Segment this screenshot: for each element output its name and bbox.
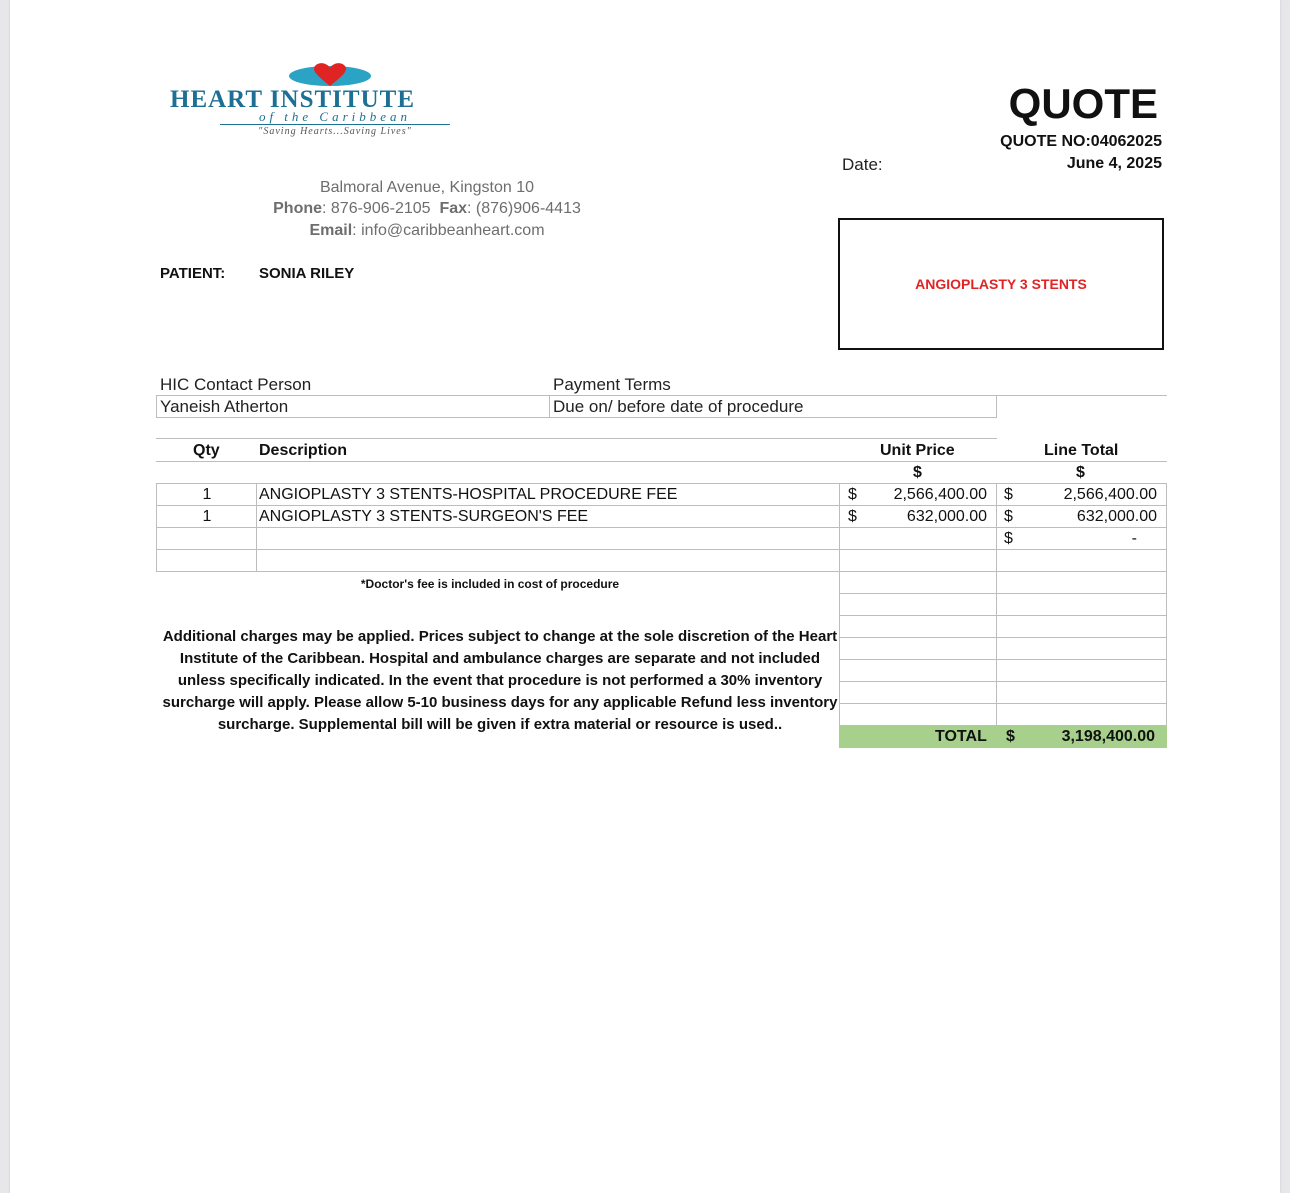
divider bbox=[996, 483, 997, 726]
row-2-unit-price: 632,000.00 bbox=[906, 508, 987, 525]
address-line: Balmoral Avenue, Kingston 10 bbox=[319, 179, 535, 196]
row-1-line-total: 2,566,400.00 bbox=[1063, 486, 1157, 503]
row-1-description: ANGIOPLASTY 3 STENTS-HOSPITAL PROCEDURE FEE bbox=[259, 486, 678, 503]
divider bbox=[839, 681, 1167, 682]
quote-number: QUOTE NO:04062025 bbox=[1000, 133, 1162, 150]
date-label: Date: bbox=[842, 155, 883, 174]
divider bbox=[839, 593, 1167, 594]
divider bbox=[156, 505, 1167, 506]
heart-logo-icon bbox=[288, 62, 372, 88]
email-label: Email bbox=[309, 222, 353, 239]
total-label: TOTAL bbox=[935, 728, 987, 745]
procedure-box: ANGIOPLASTY 3 STENTS bbox=[838, 218, 1164, 350]
row-1-qty: 1 bbox=[202, 486, 212, 503]
patient-name: SONIA RILEY bbox=[259, 265, 355, 282]
phone-fax-line bbox=[217, 200, 637, 218]
divider bbox=[156, 438, 997, 439]
terms-value: Due on/ before date of procedure bbox=[553, 397, 804, 416]
divider bbox=[156, 395, 1167, 396]
divider bbox=[839, 703, 1167, 704]
unit-price-header: Unit Price bbox=[880, 442, 955, 459]
divider bbox=[839, 615, 1167, 616]
divider bbox=[156, 483, 1167, 484]
divider bbox=[839, 637, 1167, 638]
divider bbox=[156, 417, 997, 418]
qty-header: Qty bbox=[193, 442, 220, 459]
email-line bbox=[217, 222, 637, 240]
contact-header: HIC Contact Person bbox=[160, 375, 312, 394]
phone-label: Phone bbox=[273, 200, 323, 217]
row-1-total-currency: $ bbox=[1004, 486, 1013, 503]
logo-subtitle: of the Caribbean bbox=[220, 110, 450, 125]
terms-header: Payment Terms bbox=[553, 375, 671, 394]
patient-label: PATIENT: bbox=[160, 265, 226, 282]
total-value: 3,198,400.00 bbox=[1061, 728, 1155, 745]
divider bbox=[156, 571, 1167, 572]
doctor-fee-note: *Doctor's fee is included in cost of procedure bbox=[360, 577, 620, 591]
divider bbox=[839, 659, 1167, 660]
quote-date: June 4, 2025 bbox=[1066, 155, 1162, 172]
divider bbox=[156, 461, 1167, 462]
fax-value: : (876)906-4413 bbox=[467, 200, 581, 217]
unit-price-currency: $ bbox=[913, 464, 922, 481]
logo-title: HEART INSTITUTE bbox=[170, 86, 415, 113]
terms-text: Additional charges may be applied. Prices subject to change at the sole discretion of the Heart Institute of the Caribbean. Hospital and ambulance charges are separate and not included unless specifically indicated. In the event that procedure is not performed a 30% inventory surcharge will apply. Please allow 5-10 business days for any applicable Refund less inventory surcharge. Supplemental bill will be given if extra material or resource is used.. bbox=[162, 628, 838, 733]
divider bbox=[156, 395, 157, 418]
row-2-total-currency: $ bbox=[1004, 508, 1013, 525]
divider bbox=[1166, 483, 1167, 726]
divider bbox=[156, 527, 1167, 528]
quote-title: QUOTE bbox=[1008, 80, 1158, 127]
total-currency: $ bbox=[1006, 728, 1015, 745]
row-2-unit-currency: $ bbox=[848, 508, 857, 525]
line-total-currency: $ bbox=[1076, 464, 1085, 481]
email-value: : info@caribbeanheart.com bbox=[352, 222, 545, 239]
divider bbox=[549, 395, 550, 418]
row-1-unit-currency: $ bbox=[848, 486, 857, 503]
logo-tagline: "Saving Hearts...Saving Lives" bbox=[258, 126, 412, 137]
row-2-line-total: 632,000.00 bbox=[1076, 508, 1157, 525]
phone-value: : 876-906-2105 bbox=[322, 200, 431, 217]
divider bbox=[996, 395, 997, 418]
quote-document bbox=[10, 0, 1280, 1193]
contact-value: Yaneish Atherton bbox=[160, 397, 289, 416]
row-2-description: ANGIOPLASTY 3 STENTS-SURGEON'S FEE bbox=[259, 508, 589, 525]
row-2-qty: 1 bbox=[202, 508, 212, 525]
fax-label: Fax bbox=[439, 200, 468, 217]
line-total-header: Line Total bbox=[1044, 442, 1119, 459]
description-header: Description bbox=[259, 442, 348, 459]
row-3-total-currency: $ bbox=[1004, 530, 1013, 547]
row-3-line-total: - bbox=[1131, 530, 1137, 547]
divider bbox=[156, 483, 157, 572]
divider bbox=[256, 483, 257, 572]
divider bbox=[156, 549, 1167, 550]
row-1-unit-price: 2,566,400.00 bbox=[893, 486, 987, 503]
